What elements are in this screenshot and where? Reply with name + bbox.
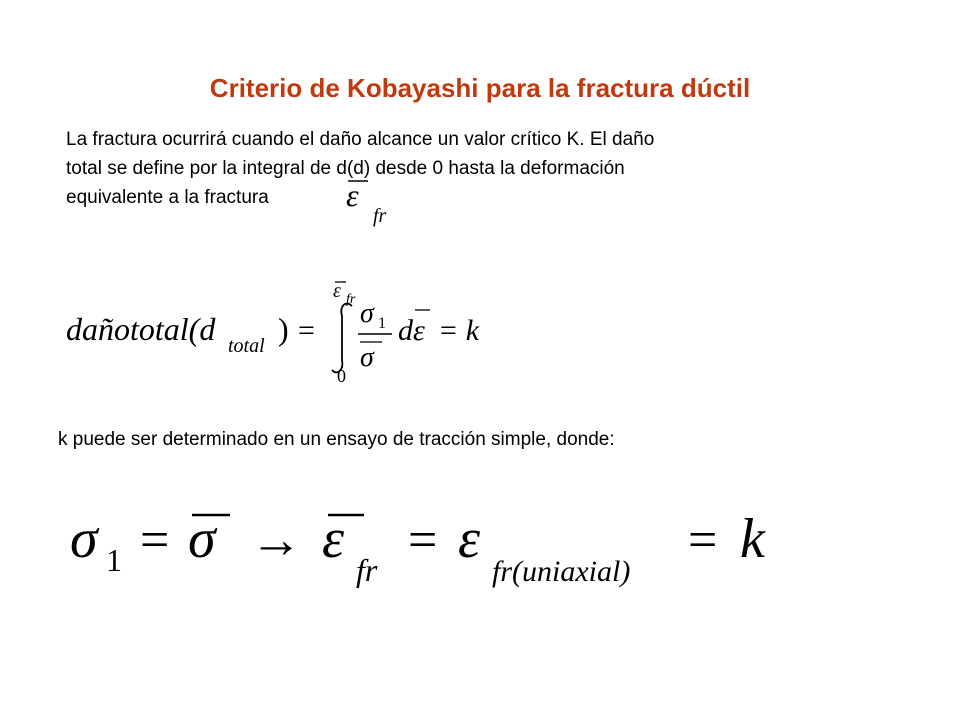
epsilon-bar-subscript: fr xyxy=(356,552,378,588)
epsilon-fr-symbol xyxy=(340,172,410,232)
paragraph-line: total se define por la integral de d(d) desde 0 hasta la deformación xyxy=(66,158,625,179)
lower-limit: 0 xyxy=(337,366,346,386)
equals-1: = xyxy=(140,512,170,569)
numerator-subscript: 1 xyxy=(378,315,386,332)
epsilon-glyph: ε xyxy=(346,177,359,213)
lhs-text: dañototal(d xyxy=(66,311,216,347)
definition-paragraph xyxy=(66,125,826,212)
lhs-subscript: total xyxy=(228,335,265,357)
upper-limit-subscript: fr xyxy=(346,292,356,307)
equals-sign: = xyxy=(298,314,315,347)
sigma-bar: σ xyxy=(188,508,216,570)
epsilon-subscript: fr(uniaxial) xyxy=(492,555,631,588)
damage-integral-equation xyxy=(60,270,520,390)
equals-3: = xyxy=(688,512,718,569)
subscript-fr: fr xyxy=(373,205,387,227)
denominator-sigma: σ xyxy=(360,342,374,373)
paragraph-line: La fractura ocurrirá cuando el daño alcance un valor crítico K. El daño xyxy=(66,129,655,150)
numerator-sigma: σ xyxy=(360,298,374,329)
epsilon-bar: ε xyxy=(322,508,345,570)
sigma-1-subscript: 1 xyxy=(106,542,122,578)
arrow: → xyxy=(250,512,302,569)
epsilon: ε xyxy=(458,508,481,570)
integral-sign xyxy=(332,304,352,373)
lhs-close-paren: ) xyxy=(278,311,289,347)
differential: dε xyxy=(398,314,425,347)
uniaxial-equation xyxy=(60,495,820,605)
slide-title: Criterio de Kobayashi para la fractura dúctil xyxy=(209,73,751,103)
k-value: k xyxy=(740,508,765,570)
equals-2: = xyxy=(408,512,438,569)
rhs: = k xyxy=(438,314,480,347)
sigma-1: σ xyxy=(70,508,98,570)
upper-limit: ε xyxy=(333,280,341,302)
paragraph-line: equivalente a la fractura xyxy=(66,187,269,208)
uniaxial-note: k puede ser determinado en un ensayo de tracción simple, donde: xyxy=(58,429,615,450)
